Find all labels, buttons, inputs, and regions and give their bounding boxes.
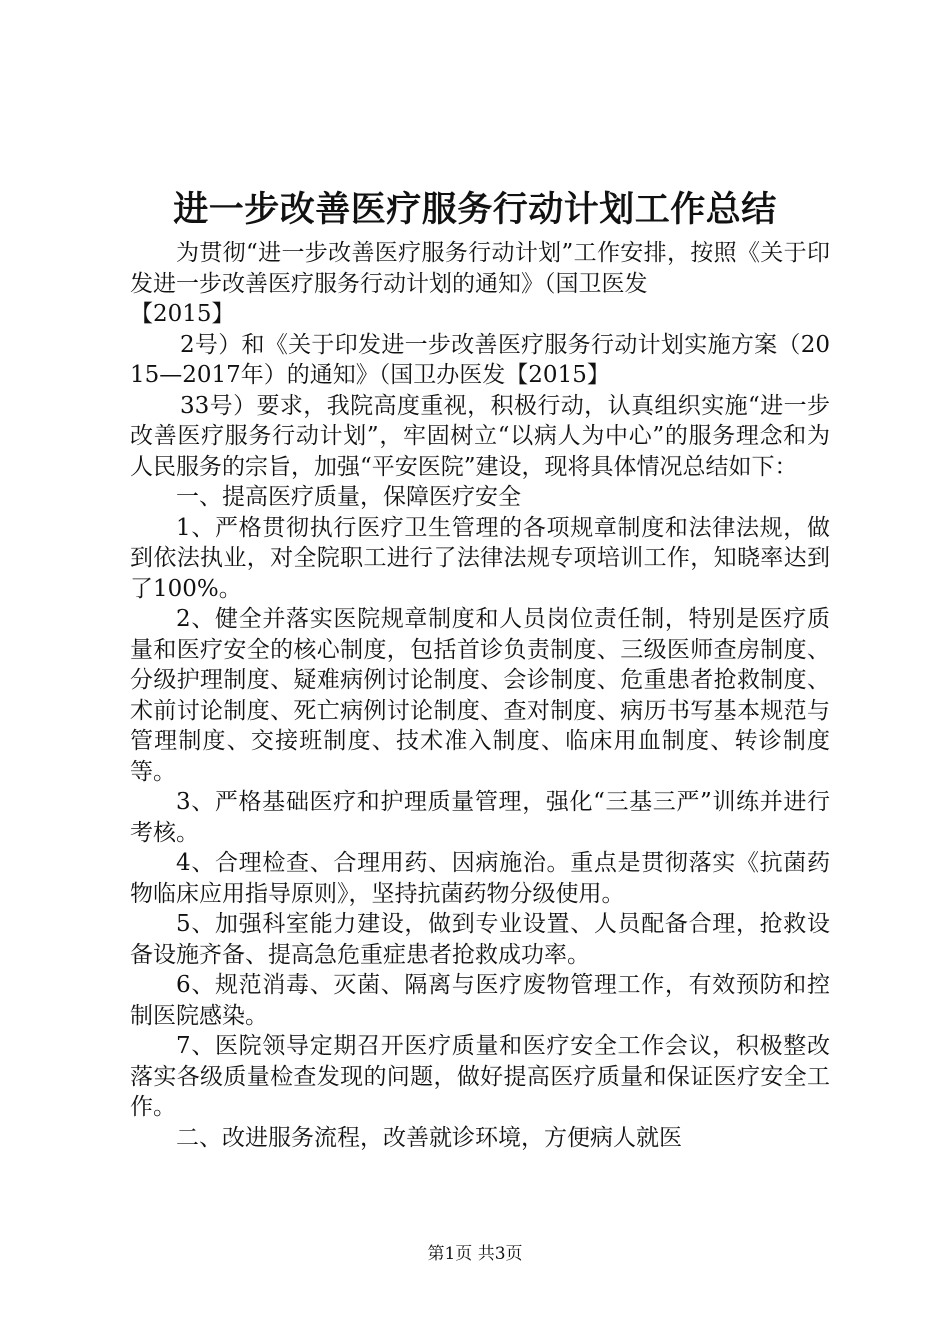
document-body [130,238,830,1153]
section-heading-2: 二、改进服务流程，改善就诊环境，方便病人就医 [176,1124,682,1151]
list-item-5: 5、加强科室能力建设，做到专业设置、人员配备合理，抢救设备设施齐备、提高急危重症患者抢救成功率。 [130,911,830,968]
list-item-7: 7、医院领导定期召开医疗质量和医疗安全工作会议，积极整改落实各级质量检查发现的问题，做好提高医疗质量和保证医疗安全工作。 [130,1033,830,1120]
list-item-2: 2、健全并落实医院规章制度和人员岗位责任制，特别是医疗质量和医疗安全的核心制度，包括首诊负责制度、三级医师查房制度、分级护理制度、疑难病例讨论制度、会诊制度、危重患者抢救制度、术前讨论制度、死亡病例讨论制度、查对制度、病历书写基本规范与管理制度、交接班制度、技术准入制度、临床用血制度、转诊制度等。 [130,606,830,785]
section-heading-1: 一、提高医疗质量，保障医疗安全 [176,484,521,510]
list-item-1: 1、严格贯彻执行医疗卫生管理的各项规章制度和法律法规，做到依法执业，对全院职工进行了法律法规专项培训工作，知晓率达到了100%。 [130,514,830,602]
page-number-footer: 第1页 共3页 [427,1244,523,1264]
paragraph-intro-bracket: 【2015】 [130,301,235,327]
document-title: 进一步改善医疗服务行动计划工作总结 [173,189,777,230]
paragraph-intro-requirements: 33号）要求，我院高度重视，积极行动，认真组织实施“进一步改善医疗服务行动计划”，牢固树立“以病人为中心”的服务理念和为人民服务的宗旨，加强“平安医院”建设，现将具体情况总结如下： [130,392,830,480]
list-item-3: 3、严格基础医疗和护理质量管理，强化“三基三严”训练并进行考核。 [130,789,830,846]
paragraph-intro: 为贯彻“进一步改善医疗服务行动计划”工作安排，按照《关于印发进一步改善医疗服务行动计划的通知》（国卫医发 [130,240,830,297]
list-item-6: 6、规范消毒、灭菌、隔离与医疗废物管理工作，有效预防和控制医院感染。 [130,972,830,1029]
list-item-4: 4、合理检查、合理用药、因病施治。重点是贯彻落实《抗菌药物临床应用指导原则》，坚持抗菌药物分级使用。 [130,850,830,907]
paragraph-intro-continued: 2号）和《关于印发进一步改善医疗服务行动计划实施方案（2015—2017年）的通知》（国卫办医发【2015】 [130,331,830,388]
